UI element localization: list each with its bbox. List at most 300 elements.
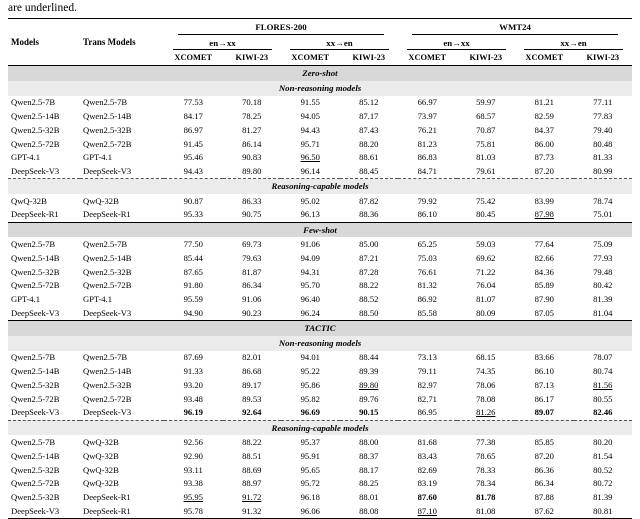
metric-value-cell: 78.06	[476, 379, 496, 390]
trans-model-name-cell: DeepSeek-R1	[83, 505, 131, 516]
model-name-cell: DeepSeek-V3	[11, 307, 60, 318]
metric-value-cell: 88.20	[359, 138, 379, 149]
metric-header-kiwi23: KIWI-23	[223, 50, 282, 66]
metric-value-cell: 70.87	[476, 124, 496, 135]
results-table-header	[8, 19, 632, 66]
table-row	[8, 449, 632, 463]
model-name-cell: Qwen2.5-72B	[11, 393, 60, 404]
col-header-models: Models	[8, 19, 80, 66]
table-row	[8, 365, 632, 379]
metric-value-cell: 83.43	[417, 450, 437, 461]
trans-model-name-cell: Qwen2.5-14B	[83, 252, 132, 263]
metric-value-cell: 76.04	[476, 280, 496, 291]
metric-value-cell: 89.76	[359, 393, 379, 404]
table-row	[8, 96, 632, 110]
model-name-cell: DeepSeek-V3	[11, 407, 60, 418]
metric-value-cell: 88.52	[359, 294, 379, 305]
trans-model-name-cell: Qwen2.5-7B	[83, 239, 128, 250]
metric-header-xcomet: XCOMET	[164, 50, 223, 66]
table-row	[8, 251, 632, 265]
metric-value-cell: 81.33	[593, 152, 613, 163]
section-band: Few-shot	[8, 222, 632, 237]
metric-value-cell: 80.74	[593, 366, 613, 377]
trans-model-name-cell: Qwen2.5-32B	[83, 124, 132, 135]
metric-value-cell: 91.06	[242, 294, 262, 305]
metric-value-cell: 94.01	[300, 352, 320, 363]
model-name-cell: GPT-4.1	[11, 152, 41, 163]
model-name-cell: GPT-4.1	[11, 294, 41, 305]
model-name-cell: Qwen2.5-7B	[11, 437, 56, 448]
metric-value-cell: 75.81	[476, 138, 496, 149]
metric-value-cell: 69.62	[476, 252, 496, 263]
metric-value-cell: 90.23	[242, 307, 262, 318]
metric-value-cell: 96.13	[300, 209, 320, 220]
metric-value-cell: 78.07	[593, 352, 613, 363]
metric-value-cell: 79.61	[476, 166, 496, 177]
metric-value-cell: 81.56	[593, 379, 613, 390]
metric-value-cell: 96.06	[300, 505, 320, 516]
col-group-flores200-label: FLORES-200	[178, 19, 384, 35]
trans-model-name-cell: Qwen2.5-72B	[83, 393, 132, 404]
metric-value-cell: 95.78	[183, 505, 203, 516]
subsection-band: Reasoning-capable models	[8, 179, 632, 194]
table-row	[8, 293, 632, 307]
metric-value-cell: 89.80	[359, 379, 379, 390]
col-group-wmt24-label: WMT24	[412, 19, 618, 35]
metric-value-cell: 81.78	[476, 492, 496, 503]
metric-value-cell: 78.74	[593, 195, 613, 206]
metric-value-cell: 86.34	[534, 478, 554, 489]
band-row	[8, 420, 632, 435]
model-name-cell: Qwen2.5-7B	[11, 97, 56, 108]
trans-model-name-cell: DeepSeek-V3	[83, 166, 132, 177]
metric-value-cell: 91.33	[183, 366, 203, 377]
metric-value-cell: 89.07	[534, 407, 554, 418]
metric-value-cell: 87.82	[359, 195, 379, 206]
section-band: TACTIC	[8, 321, 632, 336]
metric-value-cell: 87.21	[359, 252, 379, 263]
metric-value-cell: 94.09	[300, 252, 320, 263]
col-group-wmt24	[398, 19, 632, 36]
metric-value-cell: 95.65	[300, 464, 320, 475]
metric-value-cell: 86.34	[242, 280, 262, 291]
table-row	[8, 463, 632, 477]
metric-value-cell: 81.32	[417, 280, 437, 291]
metric-value-cell: 87.65	[183, 266, 203, 277]
metric-value-cell: 95.02	[300, 195, 320, 206]
metric-value-cell: 95.33	[183, 209, 203, 220]
model-name-cell: Qwen2.5-14B	[11, 252, 60, 263]
metric-value-cell: 92.56	[183, 437, 203, 448]
metric-value-cell: 88.61	[359, 152, 379, 163]
metric-value-cell: 75.42	[476, 195, 496, 206]
metric-value-cell: 95.59	[183, 294, 203, 305]
metric-value-cell: 86.95	[417, 407, 437, 418]
model-name-cell: Qwen2.5-72B	[11, 478, 60, 489]
metric-value-cell: 85.85	[534, 437, 554, 448]
metric-value-cell: 82.69	[417, 464, 437, 475]
model-name-cell: QwQ-32B	[11, 195, 47, 206]
metric-value-cell: 96.40	[300, 294, 320, 305]
metric-value-cell: 95.72	[300, 478, 320, 489]
metric-value-cell: 90.83	[242, 152, 262, 163]
metric-value-cell: 91.06	[300, 239, 320, 250]
metric-value-cell: 96.19	[183, 407, 203, 418]
metric-value-cell: 96.24	[300, 307, 320, 318]
metric-value-cell: 91.45	[183, 138, 203, 149]
metric-value-cell: 89.17	[242, 379, 262, 390]
metric-value-cell: 85.58	[417, 307, 437, 318]
metric-value-cell: 82.01	[242, 352, 262, 363]
metric-value-cell: 82.66	[534, 252, 554, 263]
band-row	[8, 66, 632, 81]
trans-model-name-cell: Qwen2.5-72B	[83, 138, 132, 149]
metric-value-cell: 87.10	[417, 505, 437, 516]
metric-value-cell: 94.05	[300, 110, 320, 121]
metric-value-cell: 87.69	[183, 352, 203, 363]
metric-value-cell: 87.60	[417, 492, 437, 503]
metric-value-cell: 95.95	[183, 492, 203, 503]
metric-header-xcomet: XCOMET	[281, 50, 340, 66]
metric-value-cell: 81.39	[593, 492, 613, 503]
metric-value-cell: 88.69	[242, 464, 262, 475]
metric-value-cell: 75.01	[593, 209, 613, 220]
metric-value-cell: 95.70	[300, 280, 320, 291]
metric-value-cell: 79.92	[417, 195, 437, 206]
band-row	[8, 222, 632, 237]
dir-header-wmt24-en-xx	[398, 35, 515, 50]
trans-model-name-cell: Qwen2.5-72B	[83, 280, 132, 291]
metric-value-cell: 81.08	[476, 505, 496, 516]
model-name-cell: DeepSeek-V3	[11, 166, 60, 177]
metric-value-cell: 86.97	[183, 124, 203, 135]
trans-model-name-cell: DeepSeek-V3	[83, 307, 132, 318]
metric-value-cell: 88.44	[359, 352, 379, 363]
table-row	[8, 137, 632, 151]
metric-value-cell: 82.97	[417, 379, 437, 390]
model-name-cell: Qwen2.5-32B	[11, 266, 60, 277]
metric-value-cell: 89.53	[242, 393, 262, 404]
metric-value-cell: 88.37	[359, 450, 379, 461]
results-table-body	[8, 66, 632, 519]
table-row	[8, 194, 632, 208]
dir-header-flores-xx-en	[281, 35, 398, 50]
trans-model-name-cell: QwQ-32B	[83, 464, 119, 475]
trans-model-name-cell: Qwen2.5-7B	[83, 352, 128, 363]
table-row	[8, 378, 632, 392]
trans-model-name-cell: DeepSeek-R1	[83, 209, 131, 220]
metric-value-cell: 80.52	[593, 464, 613, 475]
metric-value-cell: 94.43	[300, 124, 320, 135]
subsection-band: Non-reasoning models	[8, 81, 632, 96]
metric-value-cell: 91.80	[183, 280, 203, 291]
metric-value-cell: 95.82	[300, 393, 320, 404]
results-table	[8, 18, 632, 519]
metric-value-cell: 84.36	[534, 266, 554, 277]
metric-value-cell: 81.87	[242, 266, 262, 277]
table-row	[8, 279, 632, 293]
metric-value-cell: 77.83	[593, 110, 613, 121]
metric-value-cell: 80.55	[593, 393, 613, 404]
table-row	[8, 504, 632, 518]
metric-value-cell: 94.90	[183, 307, 203, 318]
metric-value-cell: 86.14	[242, 138, 262, 149]
table-row	[8, 351, 632, 365]
model-name-cell: Qwen2.5-32B	[11, 464, 60, 475]
metric-value-cell: 83.66	[534, 352, 554, 363]
table-row	[8, 208, 632, 222]
metric-value-cell: 83.19	[417, 478, 437, 489]
metric-value-cell: 87.88	[534, 492, 554, 503]
metric-value-cell: 81.04	[593, 307, 613, 318]
metric-value-cell: 91.72	[242, 492, 262, 503]
metric-value-cell: 87.17	[359, 110, 379, 121]
metric-header-kiwi23: KIWI-23	[574, 50, 633, 66]
model-name-cell: Qwen2.5-14B	[11, 450, 60, 461]
band-row	[8, 179, 632, 194]
metric-value-cell: 78.65	[476, 450, 496, 461]
metric-value-cell: 78.08	[476, 393, 496, 404]
metric-value-cell: 95.86	[300, 379, 320, 390]
dir-label: xx→en	[290, 35, 389, 50]
subsection-band: Non-reasoning models	[8, 336, 632, 351]
metric-value-cell: 95.71	[300, 138, 320, 149]
metric-value-cell: 70.18	[242, 97, 262, 108]
metric-value-cell: 87.90	[534, 294, 554, 305]
metric-value-cell: 88.36	[359, 209, 379, 220]
metric-value-cell: 95.22	[300, 366, 320, 377]
metric-value-cell: 77.11	[593, 97, 613, 108]
metric-header-kiwi23: KIWI-23	[340, 50, 399, 66]
metric-value-cell: 96.50	[300, 152, 320, 163]
table-row	[8, 435, 632, 449]
metric-value-cell: 88.00	[359, 437, 379, 448]
metric-value-cell: 81.23	[417, 138, 437, 149]
metric-value-cell: 79.48	[593, 266, 613, 277]
metric-value-cell: 85.44	[183, 252, 203, 263]
model-name-cell: Qwen2.5-72B	[11, 138, 60, 149]
model-name-cell: Qwen2.5-14B	[11, 366, 60, 377]
metric-value-cell: 80.72	[593, 478, 613, 489]
model-name-cell: Qwen2.5-32B	[11, 492, 60, 503]
metric-value-cell: 80.48	[593, 138, 613, 149]
metric-value-cell: 89.39	[359, 366, 379, 377]
metric-value-cell: 76.61	[417, 266, 437, 277]
metric-value-cell: 85.89	[534, 280, 554, 291]
dir-label: en→xx	[407, 35, 506, 50]
trans-model-name-cell: Qwen2.5-14B	[83, 110, 132, 121]
metric-value-cell: 95.46	[183, 152, 203, 163]
table-row	[8, 406, 632, 420]
band-row	[8, 321, 632, 336]
metric-value-cell: 87.73	[534, 152, 554, 163]
metric-value-cell: 96.14	[300, 166, 320, 177]
metric-value-cell: 80.09	[476, 307, 496, 318]
metric-value-cell: 81.39	[593, 294, 613, 305]
metric-value-cell: 69.73	[242, 239, 262, 250]
metric-value-cell: 86.83	[417, 152, 437, 163]
metric-value-cell: 95.91	[300, 450, 320, 461]
table-row	[8, 151, 632, 165]
model-name-cell: Qwen2.5-14B	[11, 110, 60, 121]
metric-value-cell: 78.25	[242, 110, 262, 121]
table-row	[8, 237, 632, 251]
metric-value-cell: 82.71	[417, 393, 437, 404]
metric-value-cell: 79.11	[417, 366, 437, 377]
metric-value-cell: 93.38	[183, 478, 203, 489]
metric-value-cell: 93.11	[183, 464, 203, 475]
subsection-band: Reasoning-capable models	[8, 420, 632, 435]
metric-value-cell: 81.54	[593, 450, 613, 461]
metric-header-kiwi23: KIWI-23	[457, 50, 516, 66]
header-group-row	[8, 19, 632, 36]
trans-model-name-cell: GPT-4.1	[83, 294, 113, 305]
metric-value-cell: 81.03	[476, 152, 496, 163]
metric-value-cell: 75.09	[593, 239, 613, 250]
metric-value-cell: 59.97	[476, 97, 496, 108]
trans-model-name-cell: GPT-4.1	[83, 152, 113, 163]
metric-value-cell: 68.15	[476, 352, 496, 363]
trans-model-name-cell: DeepSeek-R1	[83, 492, 131, 503]
trans-model-name-cell: QwQ-32B	[83, 478, 119, 489]
metric-value-cell: 88.01	[359, 492, 379, 503]
metric-value-cell: 96.18	[300, 492, 320, 503]
model-name-cell: DeepSeek-V3	[11, 505, 60, 516]
metric-value-cell: 78.33	[476, 464, 496, 475]
metric-value-cell: 86.68	[242, 366, 262, 377]
metric-value-cell: 68.57	[476, 110, 496, 121]
metric-value-cell: 79.40	[593, 124, 613, 135]
metric-value-cell: 92.90	[183, 450, 203, 461]
metric-value-cell: 86.92	[417, 294, 437, 305]
metric-value-cell: 77.64	[534, 239, 554, 250]
metric-value-cell: 90.75	[242, 209, 262, 220]
metric-value-cell: 89.80	[242, 166, 262, 177]
metric-value-cell: 81.07	[476, 294, 496, 305]
trans-model-name-cell: Qwen2.5-32B	[83, 379, 132, 390]
metric-value-cell: 88.08	[359, 505, 379, 516]
model-name-cell: Qwen2.5-7B	[11, 352, 56, 363]
metric-value-cell: 93.20	[183, 379, 203, 390]
metric-value-cell: 95.37	[300, 437, 320, 448]
trans-model-name-cell: DeepSeek-V3	[83, 407, 132, 418]
metric-value-cell: 91.32	[242, 505, 262, 516]
metric-value-cell: 82.46	[593, 407, 613, 418]
metric-value-cell: 74.35	[476, 366, 496, 377]
metric-value-cell: 82.59	[534, 110, 554, 121]
metric-value-cell: 93.48	[183, 393, 203, 404]
metric-value-cell: 87.20	[534, 166, 554, 177]
metric-value-cell: 87.62	[534, 505, 554, 516]
metric-value-cell: 87.13	[534, 379, 554, 390]
metric-value-cell: 59.03	[476, 239, 496, 250]
trans-model-name-cell: Qwen2.5-7B	[83, 97, 128, 108]
trans-model-name-cell: Qwen2.5-32B	[83, 266, 132, 277]
table-row	[8, 392, 632, 406]
metric-value-cell: 77.93	[593, 252, 613, 263]
metric-value-cell: 88.17	[359, 464, 379, 475]
metric-value-cell: 83.99	[534, 195, 554, 206]
metric-header-xcomet: XCOMET	[515, 50, 574, 66]
dir-label: xx→en	[524, 35, 623, 50]
dir-label: en→xx	[173, 35, 272, 50]
model-name-cell: DeepSeek-R1	[11, 209, 59, 220]
table-row	[8, 265, 632, 279]
dir-header-flores-en-xx	[164, 35, 281, 50]
metric-value-cell: 86.10	[534, 366, 554, 377]
metric-value-cell: 88.25	[359, 478, 379, 489]
metric-value-cell: 73.97	[417, 110, 437, 121]
table-row	[8, 123, 632, 137]
metric-value-cell: 90.87	[183, 195, 203, 206]
metric-value-cell: 81.68	[417, 437, 437, 448]
metric-value-cell: 65.25	[417, 239, 437, 250]
metric-value-cell: 94.31	[300, 266, 320, 277]
metric-value-cell: 86.10	[417, 209, 437, 220]
metric-value-cell: 84.71	[417, 166, 437, 177]
metric-value-cell: 80.99	[593, 166, 613, 177]
metric-value-cell: 76.21	[417, 124, 437, 135]
table-row	[8, 477, 632, 491]
metric-value-cell: 85.00	[359, 239, 379, 250]
metric-value-cell: 81.21	[534, 97, 554, 108]
metric-value-cell: 80.42	[593, 280, 613, 291]
model-name-cell: Qwen2.5-32B	[11, 379, 60, 390]
metric-value-cell: 88.50	[359, 307, 379, 318]
metric-value-cell: 88.22	[242, 437, 262, 448]
metric-value-cell: 73.13	[417, 352, 437, 363]
metric-value-cell: 84.37	[534, 124, 554, 135]
metric-value-cell: 71.22	[476, 266, 496, 277]
metric-value-cell: 91.55	[300, 97, 320, 108]
model-name-cell: Qwen2.5-32B	[11, 124, 60, 135]
metric-value-cell: 94.43	[183, 166, 203, 177]
metric-value-cell: 88.45	[359, 166, 379, 177]
col-header-trans-models: Trans Models	[80, 19, 164, 66]
trans-model-name-cell: Qwen2.5-14B	[83, 366, 132, 377]
metric-header-xcomet: XCOMET	[398, 50, 457, 66]
trans-model-name-cell: QwQ-32B	[83, 437, 119, 448]
col-group-flores200	[164, 19, 398, 36]
metric-value-cell: 87.20	[534, 450, 554, 461]
metric-value-cell: 87.98	[534, 209, 554, 220]
dir-header-wmt24-xx-en	[515, 35, 632, 50]
metric-value-cell: 81.27	[242, 124, 262, 135]
metric-value-cell: 80.45	[476, 209, 496, 220]
metric-value-cell: 86.36	[534, 464, 554, 475]
metric-value-cell: 84.17	[183, 110, 203, 121]
metric-value-cell: 66.97	[417, 97, 437, 108]
table-row	[8, 109, 632, 123]
metric-value-cell: 87.28	[359, 266, 379, 277]
table-row	[8, 306, 632, 320]
metric-value-cell: 79.63	[242, 252, 262, 263]
band-row	[8, 336, 632, 351]
model-name-cell: Qwen2.5-7B	[11, 239, 56, 250]
caption-fragment: are underlined.	[8, 2, 77, 14]
table-row	[8, 491, 632, 505]
metric-value-cell: 86.33	[242, 195, 262, 206]
metric-value-cell: 85.12	[359, 97, 379, 108]
metric-value-cell: 86.17	[534, 393, 554, 404]
metric-value-cell: 81.26	[476, 407, 496, 418]
metric-value-cell: 88.97	[242, 478, 262, 489]
metric-value-cell: 80.20	[593, 437, 613, 448]
band-row	[8, 81, 632, 96]
table-row	[8, 165, 632, 179]
metric-value-cell: 88.22	[359, 280, 379, 291]
metric-value-cell: 87.43	[359, 124, 379, 135]
